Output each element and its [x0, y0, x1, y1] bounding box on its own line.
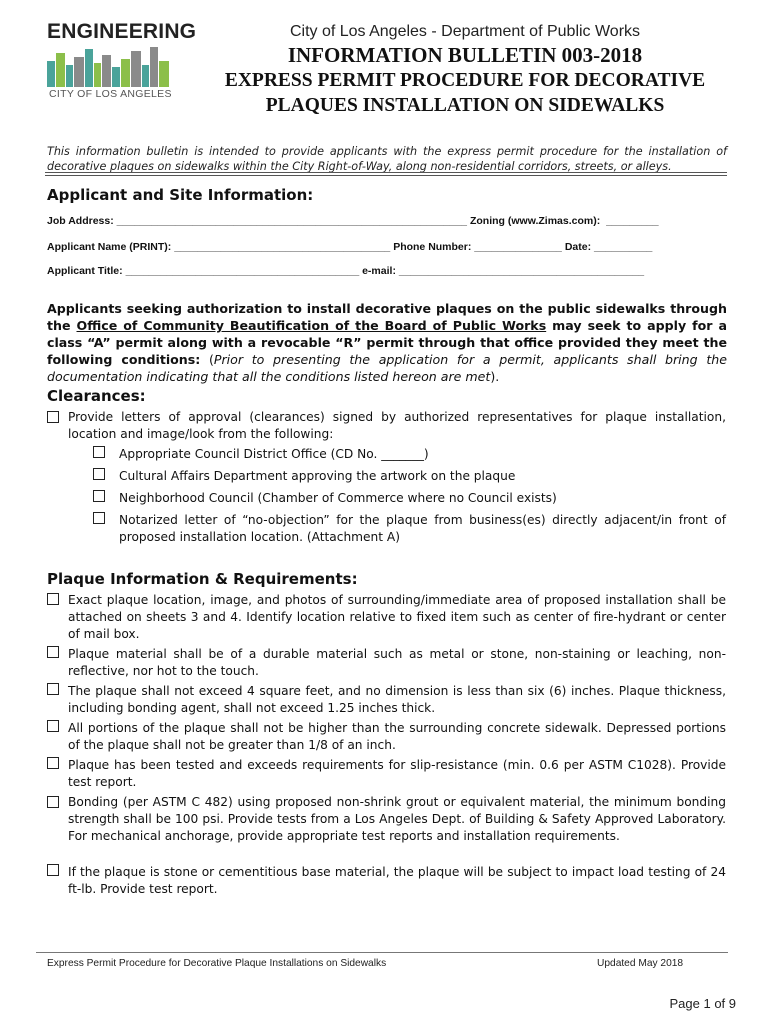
zoning-field[interactable]: _________: [606, 215, 659, 227]
slip-resistance-checkbox[interactable]: [47, 757, 59, 769]
date-label: Date:: [564, 241, 592, 253]
applicant-title-field[interactable]: ________________________________________: [125, 265, 360, 277]
plaque-location-checkbox[interactable]: [47, 593, 59, 605]
page-title-line-1: EXPRESS PERMIT PROCEDURE FOR DECORATIVE: [224, 70, 706, 91]
plaque-material-text: Plaque material shall be of a durable material such as metal or stone, non-staining or leaching, non-reflective, nor hot to the touch.: [68, 647, 726, 678]
applicant-name-label: Applicant Name (PRINT):: [47, 241, 172, 253]
plaque-size-checkbox[interactable]: [47, 683, 59, 695]
applicant-name-field[interactable]: _____________________________________: [174, 241, 391, 253]
neighborhood-council-checkbox[interactable]: [93, 490, 105, 502]
footer-document-title: Express Permit Procedure for Decorative Plaque Installations on Sidewalks: [47, 958, 387, 969]
logo-subtitle: CITY OF LOS ANGELES: [49, 88, 172, 100]
applicant-title-label: Applicant Title:: [47, 265, 123, 277]
job-address-row: [47, 215, 659, 227]
phone-field[interactable]: _______________: [474, 241, 562, 253]
authorization-text-b: may seek to apply for a class “A” permit along with a revocable “R” permit through that office provided they meet the following conditions:: [47, 318, 727, 367]
council-district-checkbox[interactable]: [93, 446, 105, 458]
page-number: Page 1 of 9: [669, 996, 736, 1011]
plaque-height-checkbox[interactable]: [47, 720, 59, 732]
logo-title: ENGINEERING: [47, 20, 197, 43]
office-of-community-beautification-link[interactable]: Office of Community Beautification of the Board of Public Works: [76, 318, 547, 333]
email-field[interactable]: __________________________________________: [398, 265, 645, 277]
slip-resistance-text: Plaque has been tested and exceeds requirements for slip-resistance (min. 0.6 per ASTM C1028). Provide test report.: [68, 758, 726, 789]
clearances-heading: Clearances:: [47, 387, 146, 405]
page-title-line-2: PLAQUES INSTALLATION ON SIDEWALKS: [265, 95, 665, 116]
notarized-letter-text: Notarized letter of “no-objection” for the plaque from business(es) directly adjacent/in front of proposed installation location. (Attachment A): [119, 513, 726, 544]
clearances-main-text: Provide letters of approval (clearances) signed by authorized representatives for plaque installation, location and image/look from the following:: [68, 410, 726, 441]
neighborhood-council-text: Neighborhood Council (Chamber of Commerce where no Council exists): [119, 491, 557, 505]
paren-close: ).: [490, 369, 500, 384]
council-district-text: Appropriate Council District Office (CD No. _______): [119, 447, 429, 461]
cultural-affairs-text: Cultural Affairs Department approving the artwork on the plaque: [119, 469, 516, 483]
authorization-note: Prior to presenting the application for a permit, applicants shall bring the documentation indicating that all the conditions listed hereon are met: [47, 352, 727, 384]
plaque-location-text: Exact plaque location, image, and photos of surrounding/immediate area of proposed installation shall be attached on sheets 3 and 4. Identify location relative to fixed item such as center of fire-hydrant or center of mail box.: [68, 593, 726, 641]
plaque-size-text: The plaque shall not exceed 4 square feet, and no dimension is less than six (6) inches. Plaque thickness, including bonding agent, shall not exceed 1.25 inches thick.: [68, 684, 726, 715]
date-field[interactable]: __________: [594, 241, 653, 253]
plaque-material-checkbox[interactable]: [47, 646, 59, 658]
applicant-title-row: [47, 265, 644, 277]
divider: [45, 175, 727, 176]
department-name: City of Los Angeles - Department of Public Works: [289, 23, 641, 40]
paren-open: (: [200, 352, 214, 367]
email-label: e-mail:: [362, 265, 396, 277]
bonding-text: Bonding (per ASTM C 482) using proposed non-shrink grout or equivalent material, the minimum bonding strength shall be 100 psi. Provide tests from a Los Angeles Dept. of Building & Safety Approved Laboratory. For mechanical anchorage, provide appropriate test reports and installation requirements.: [68, 795, 726, 843]
impact-load-checkbox[interactable]: [47, 864, 59, 876]
bonding-checkbox[interactable]: [47, 796, 59, 808]
authorization-text-a: Applicants seeking authorization to install decorative plaques on the public sidewalks through the: [47, 301, 727, 333]
applicant-name-row: [47, 241, 652, 253]
authorization-paragraph: [47, 300, 727, 385]
job-address-field[interactable]: ____________________________________________________________: [116, 215, 468, 227]
zoning-label: Zoning (www.Zimas.com):: [469, 215, 601, 227]
divider: [45, 172, 727, 173]
impact-load-text: If the plaque is stone or cementitious base material, the plaque will be subject to impact load testing of 24 ft-lb. Provide test report.: [68, 865, 726, 896]
clearances-checkbox[interactable]: [47, 411, 59, 423]
cultural-affairs-checkbox[interactable]: [93, 468, 105, 480]
footer-divider: [36, 952, 728, 953]
city-skyline-logo-icon: [47, 47, 172, 87]
footer-updated-date: Updated May 2018: [597, 958, 684, 969]
job-address-label: Job Address:: [47, 215, 114, 227]
phone-label: Phone Number:: [393, 241, 472, 253]
plaque-height-text: All portions of the plaque shall not be higher than the surrounding concrete sidewalk. Depressed portions of the plaque shall not be greater than 1/8 of an inch.: [68, 721, 726, 752]
bulletin-number: INFORMATION BULLETIN 003-2018: [287, 43, 643, 67]
notarized-letter-checkbox[interactable]: [93, 512, 105, 524]
plaque-heading: Plaque Information & Requirements:: [47, 570, 358, 588]
applicant-heading: Applicant and Site Information:: [47, 186, 314, 204]
intro-paragraph: This information bulletin is intended to provide applicants with the express permit procedure for the installation of decorative plaques on sidewalks within the City Right-of-Way, along non-residential corridors, streets, or alleys.: [47, 145, 727, 173]
